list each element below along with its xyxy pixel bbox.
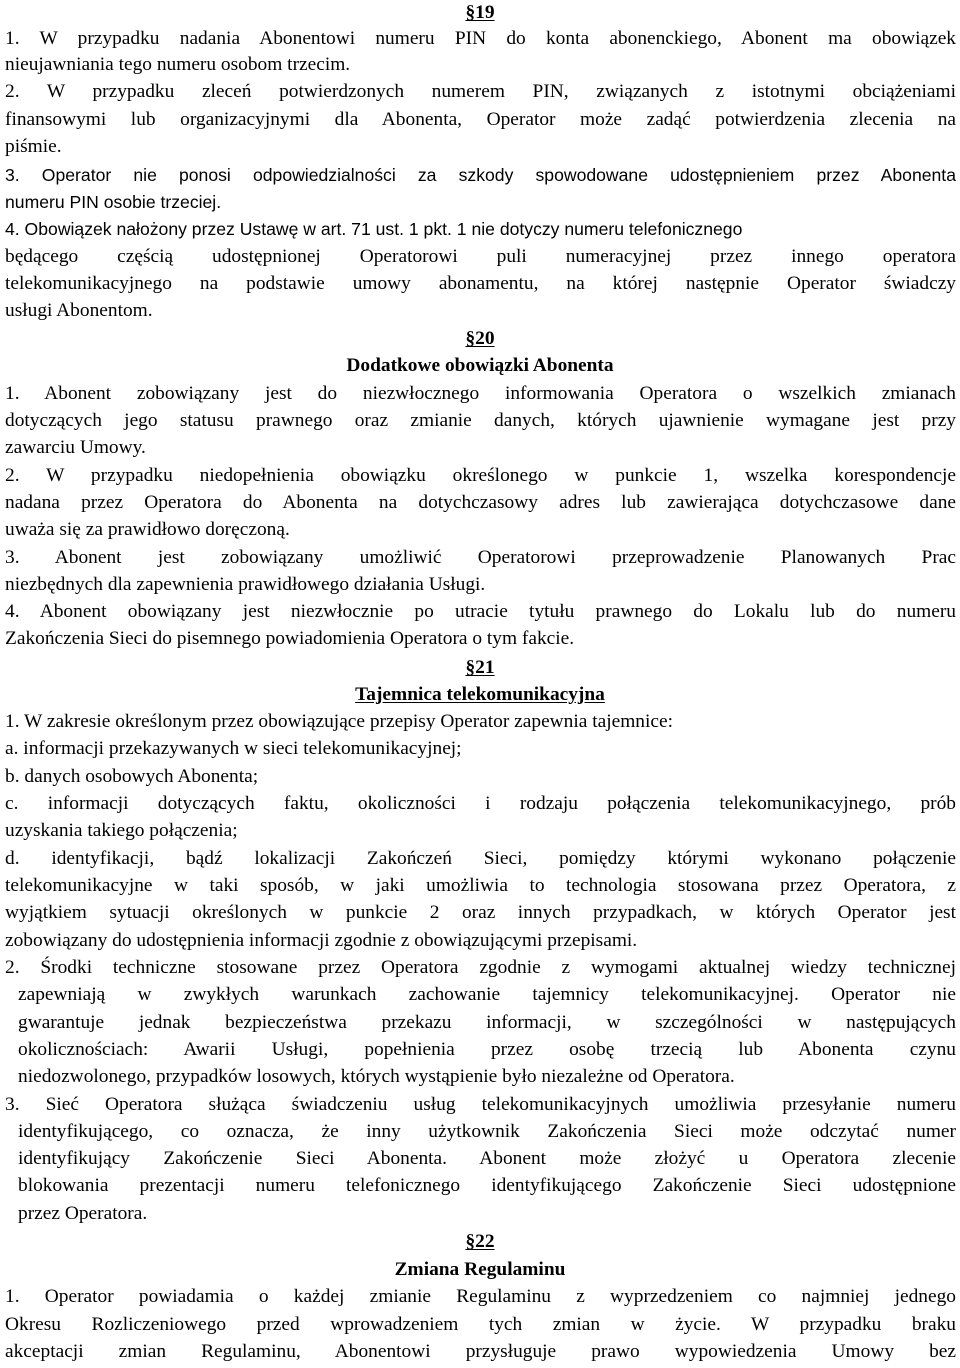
paragraph-line: 1. Operator powiadamia o każdej zmianie Regulaminu z wyprzedzeniem co najmniej jednego — [5, 1286, 956, 1307]
paragraph-line: gwarantuje jednak bezpieczeństwa przekazu informacji, w szczególności w następujących — [18, 1012, 956, 1033]
paragraph-line: będącego częścią udostępnionej Operatorowi puli numeracyjnej przez innego operatora — [5, 246, 956, 267]
section-21-title: Tajemnica telekomunikacyjna — [355, 684, 605, 705]
paragraph-line: 4. Abonent obowiązany jest niezwłocznie po utracie tytułu prawnego do Lokalu lub do numeru — [5, 601, 956, 622]
paragraph-line: uważa się za prawidłowo doręczoną. — [5, 519, 290, 540]
section-22-heading: §22 — [465, 1231, 495, 1252]
paragraph-line: zobowiązany do udostępnienia informacji zgodnie z obowiązującymi przepisami. — [5, 930, 638, 951]
paragraph-line: identyfikującego, co oznacza, że inny użytkownik Zakończenia Sieci może odczytać numer — [18, 1121, 956, 1142]
paragraph-line: telekomunikacyjne w taki sposób, w jaki umożliwia to technologia stosowana przez Operatora, z — [5, 875, 956, 896]
section-19-heading: §19 — [465, 2, 495, 23]
paragraph-line: zawarciu Umowy. — [5, 437, 146, 458]
paragraph-line: wyjątkiem sytuacji określonych w punkcie 2 oraz innych przypadkach, w których Operator jest — [5, 902, 956, 923]
section-21-heading: §21 — [465, 657, 495, 678]
paragraph-line: niedozwolonego, przypadków losowych, których wystąpienie było niezależne od Operatora. — [18, 1066, 735, 1087]
paragraph-line: Zakończenia Sieci do pisemnego powiadomienia Operatora o tym fakcie. — [5, 628, 575, 649]
paragraph-line: 3. Operator nie ponosi odpowiedzialności za szkody spowodowane udostępnieniem przez Abonenta — [5, 165, 956, 185]
paragraph-line: 2. Środki techniczne stosowane przez Operatora zgodnie z wymogami aktualnej wiedzy technicznej — [5, 957, 956, 978]
paragraph-line: 1. W przypadku nadania Abonentowi numeru PIN do konta abonenckiego, Abonent ma obowiązek — [5, 28, 956, 49]
paragraph-line: niezbędnych dla zapewnienia prawidłowego działania Usługi. — [5, 574, 486, 595]
section-20-title: Dodatkowe obowiązki Abonenta — [346, 355, 614, 376]
paragraph-line: przez Operatora. — [18, 1203, 148, 1224]
paragraph-line: zapewniają w zwykłych warunkach zachowanie tajemnicy telekomunikacyjnej. Operator nie — [18, 984, 956, 1005]
paragraph-line: identyfikujący Zakończenie Sieci Abonenta. Abonent może złożyć u Operatora zlecenie — [18, 1148, 956, 1169]
paragraph-line: Okresu Rozliczeniowego przed wprowadzeniem tych zmian w życie. W przypadku braku — [5, 1314, 956, 1335]
paragraph-line: akceptacji zmian Regulaminu, Abonentowi przysługuje prawo wypowiedzenia Umowy bez — [5, 1341, 956, 1362]
paragraph-line: finansowymi lub organizacyjnymi dla Abonenta, Operator może zadąć potwierdzenia zlecenia na — [5, 109, 956, 130]
paragraph-line: b. danych osobowych Abonenta; — [5, 766, 259, 787]
paragraph-line: 3. Abonent jest zobowiązany umożliwić Operatorowi przeprowadzenie Planowanych Prac — [5, 547, 956, 568]
paragraph-line: 1. W zakresie określonym przez obowiązujące przepisy Operator zapewnia tajemnice: — [5, 711, 673, 732]
paragraph-line: c. informacji dotyczących faktu, okoliczności i rodzaju połączenia telekomunikacyjnego, prób — [5, 793, 956, 814]
paragraph-line: numeru PIN osobie trzeciej. — [5, 192, 222, 212]
paragraph-line: d. identyfikacji, bądź lokalizacji Zakończeń Sieci, pomiędzy którymi wykonano połączenie — [5, 848, 956, 869]
section-20-heading: §20 — [465, 328, 495, 349]
section-22-title: Zmiana Regulaminu — [394, 1259, 566, 1280]
paragraph-line: uzyskania takiego połączenia; — [5, 820, 238, 841]
paragraph-line: 1. Abonent zobowiązany jest do niezwłocznego informowania Operatora o wszelkich zmianach — [5, 383, 956, 404]
paragraph-line: dotyczących jego statusu prawnego oraz zmianie danych, których ujawnienie wymagane jest przy — [5, 410, 956, 431]
paragraph-line: okolicznościach: Awarii Usługi, popełnienia przez osobę trzecią lub Abonenta czynu — [18, 1039, 956, 1060]
paragraph-line: blokowania prezentacji numeru telefonicznego identyfikującego Zakończenie Sieci udostępnione — [18, 1175, 956, 1196]
paragraph-line: nieujawniania tego numeru osobom trzecim. — [5, 54, 351, 75]
paragraph-line: 3. Sieć Operatora służąca świadczeniu usług telekomunikacyjnych umożliwia przesyłanie numeru — [5, 1094, 956, 1115]
paragraph-line: piśmie. — [5, 136, 62, 157]
paragraph-line: 2. W przypadku niedopełnienia obowiązku określonego w punkcie 1, wszelka korespondencje — [5, 465, 956, 486]
paragraph-line: usługi Abonentom. — [5, 300, 153, 321]
paragraph-line: 2. W przypadku zleceń potwierdzonych numerem PIN, związanych z istotnymi obciążeniami — [5, 81, 956, 102]
paragraph-line: nadana przez Operatora do Abonenta na dotychczasowy adres lub zawierająca dotychczasowe dane — [5, 492, 956, 513]
paragraph-line: telekomunikacyjnego na podstawie umowy abonamentu, na której następnie Operator świadczy — [5, 273, 956, 294]
paragraph-line: 4. Obowiązek nałożony przez Ustawę w art. 71 ust. 1 pkt. 1 nie dotyczy numeru telefonicznego — [5, 219, 743, 239]
paragraph-line: a. informacji przekazywanych w sieci telekomunikacyjnej; — [5, 738, 462, 759]
